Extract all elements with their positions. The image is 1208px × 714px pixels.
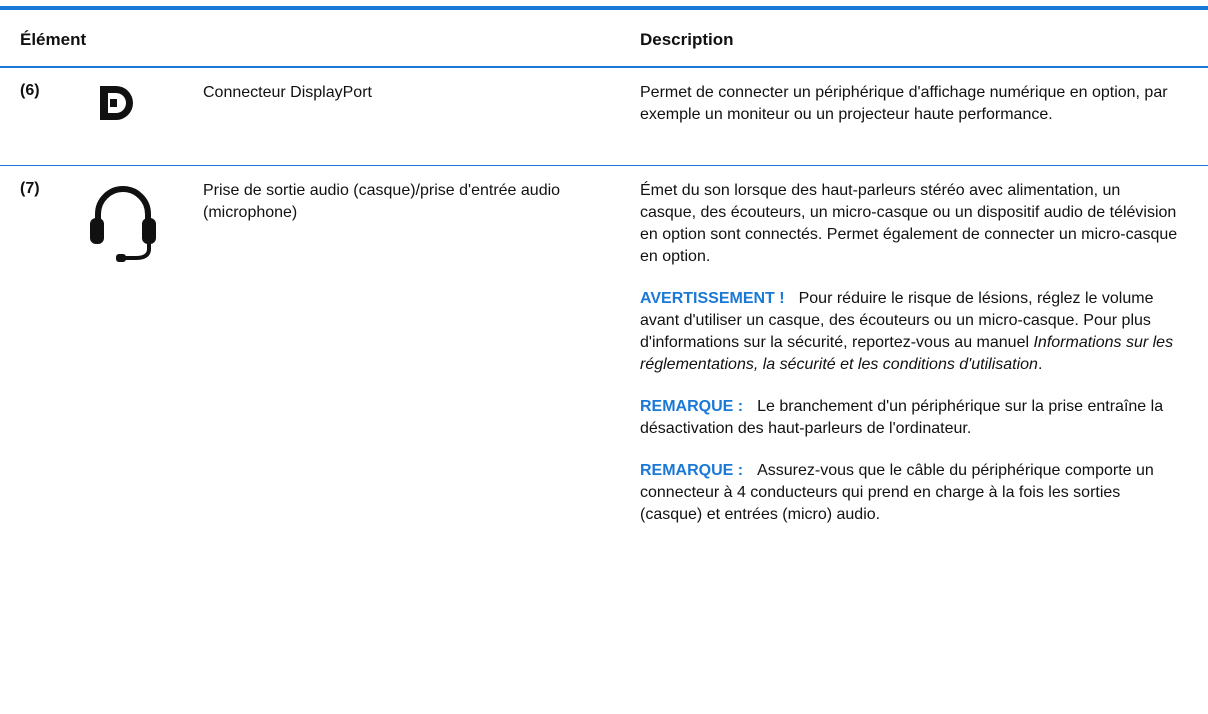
table-row [0, 68, 1208, 156]
note [640, 460, 1180, 526]
displayport-icon [98, 84, 138, 127]
description-text: Émet du son lorsque des haut-parleurs stéréo avec alimentation, un casque, des écouteurs, un micro-casque ou un dispositif audio de télévision en option sont connectés. Permet également de connecter un micro-casque en option. [640, 182, 1178, 265]
note [640, 396, 1180, 440]
headset-icon [88, 178, 158, 269]
connector-name: Connecteur DisplayPort [203, 84, 372, 101]
row-number: (7) [20, 180, 40, 197]
row-number: (6) [20, 82, 40, 99]
jack-description [640, 180, 1180, 546]
table-header [0, 10, 1208, 66]
warning-text-end: . [1037, 356, 1043, 373]
connector-description [640, 82, 1180, 146]
note-label: REMARQUE : [640, 398, 744, 415]
note-text: Assurez-vous que le câble du périphérique comporte un connecteur à 4 conducteurs qui prend en charge à la fois les sorties (casque) et entrées (micro) audio. [640, 462, 1154, 523]
jack-name: Prise de sortie audio (casque)/prise d'entrée audio (microphone) [203, 182, 561, 221]
warning-text: Pour réduire le risque de lésions, réglez le volume avant d'utiliser un casque, des écouteurs ou un micro-casque. Pour plus d'informations sur la sécurité, reportez-vous au manuel [640, 290, 1154, 351]
header-description: Description [640, 30, 734, 49]
warning-label: AVERTISSEMENT ! [640, 290, 785, 307]
description-text: Permet de connecter un périphérique d'affichage numérique en option, par exemple un moniteur ou un projecteur haute performance. [640, 84, 1168, 123]
note-label: REMARQUE : [640, 462, 744, 479]
note-text: Le branchement d'un périphérique sur la prise entraîne la désactivation des haut-parleurs de l'ordinateur. [640, 398, 1164, 437]
table-row [0, 166, 1208, 714]
manual-title: Informations sur les réglementations, la sécurité et les conditions d'utilisation [640, 334, 1174, 373]
header-element: Élément [20, 30, 87, 49]
warning-note [640, 288, 1180, 376]
